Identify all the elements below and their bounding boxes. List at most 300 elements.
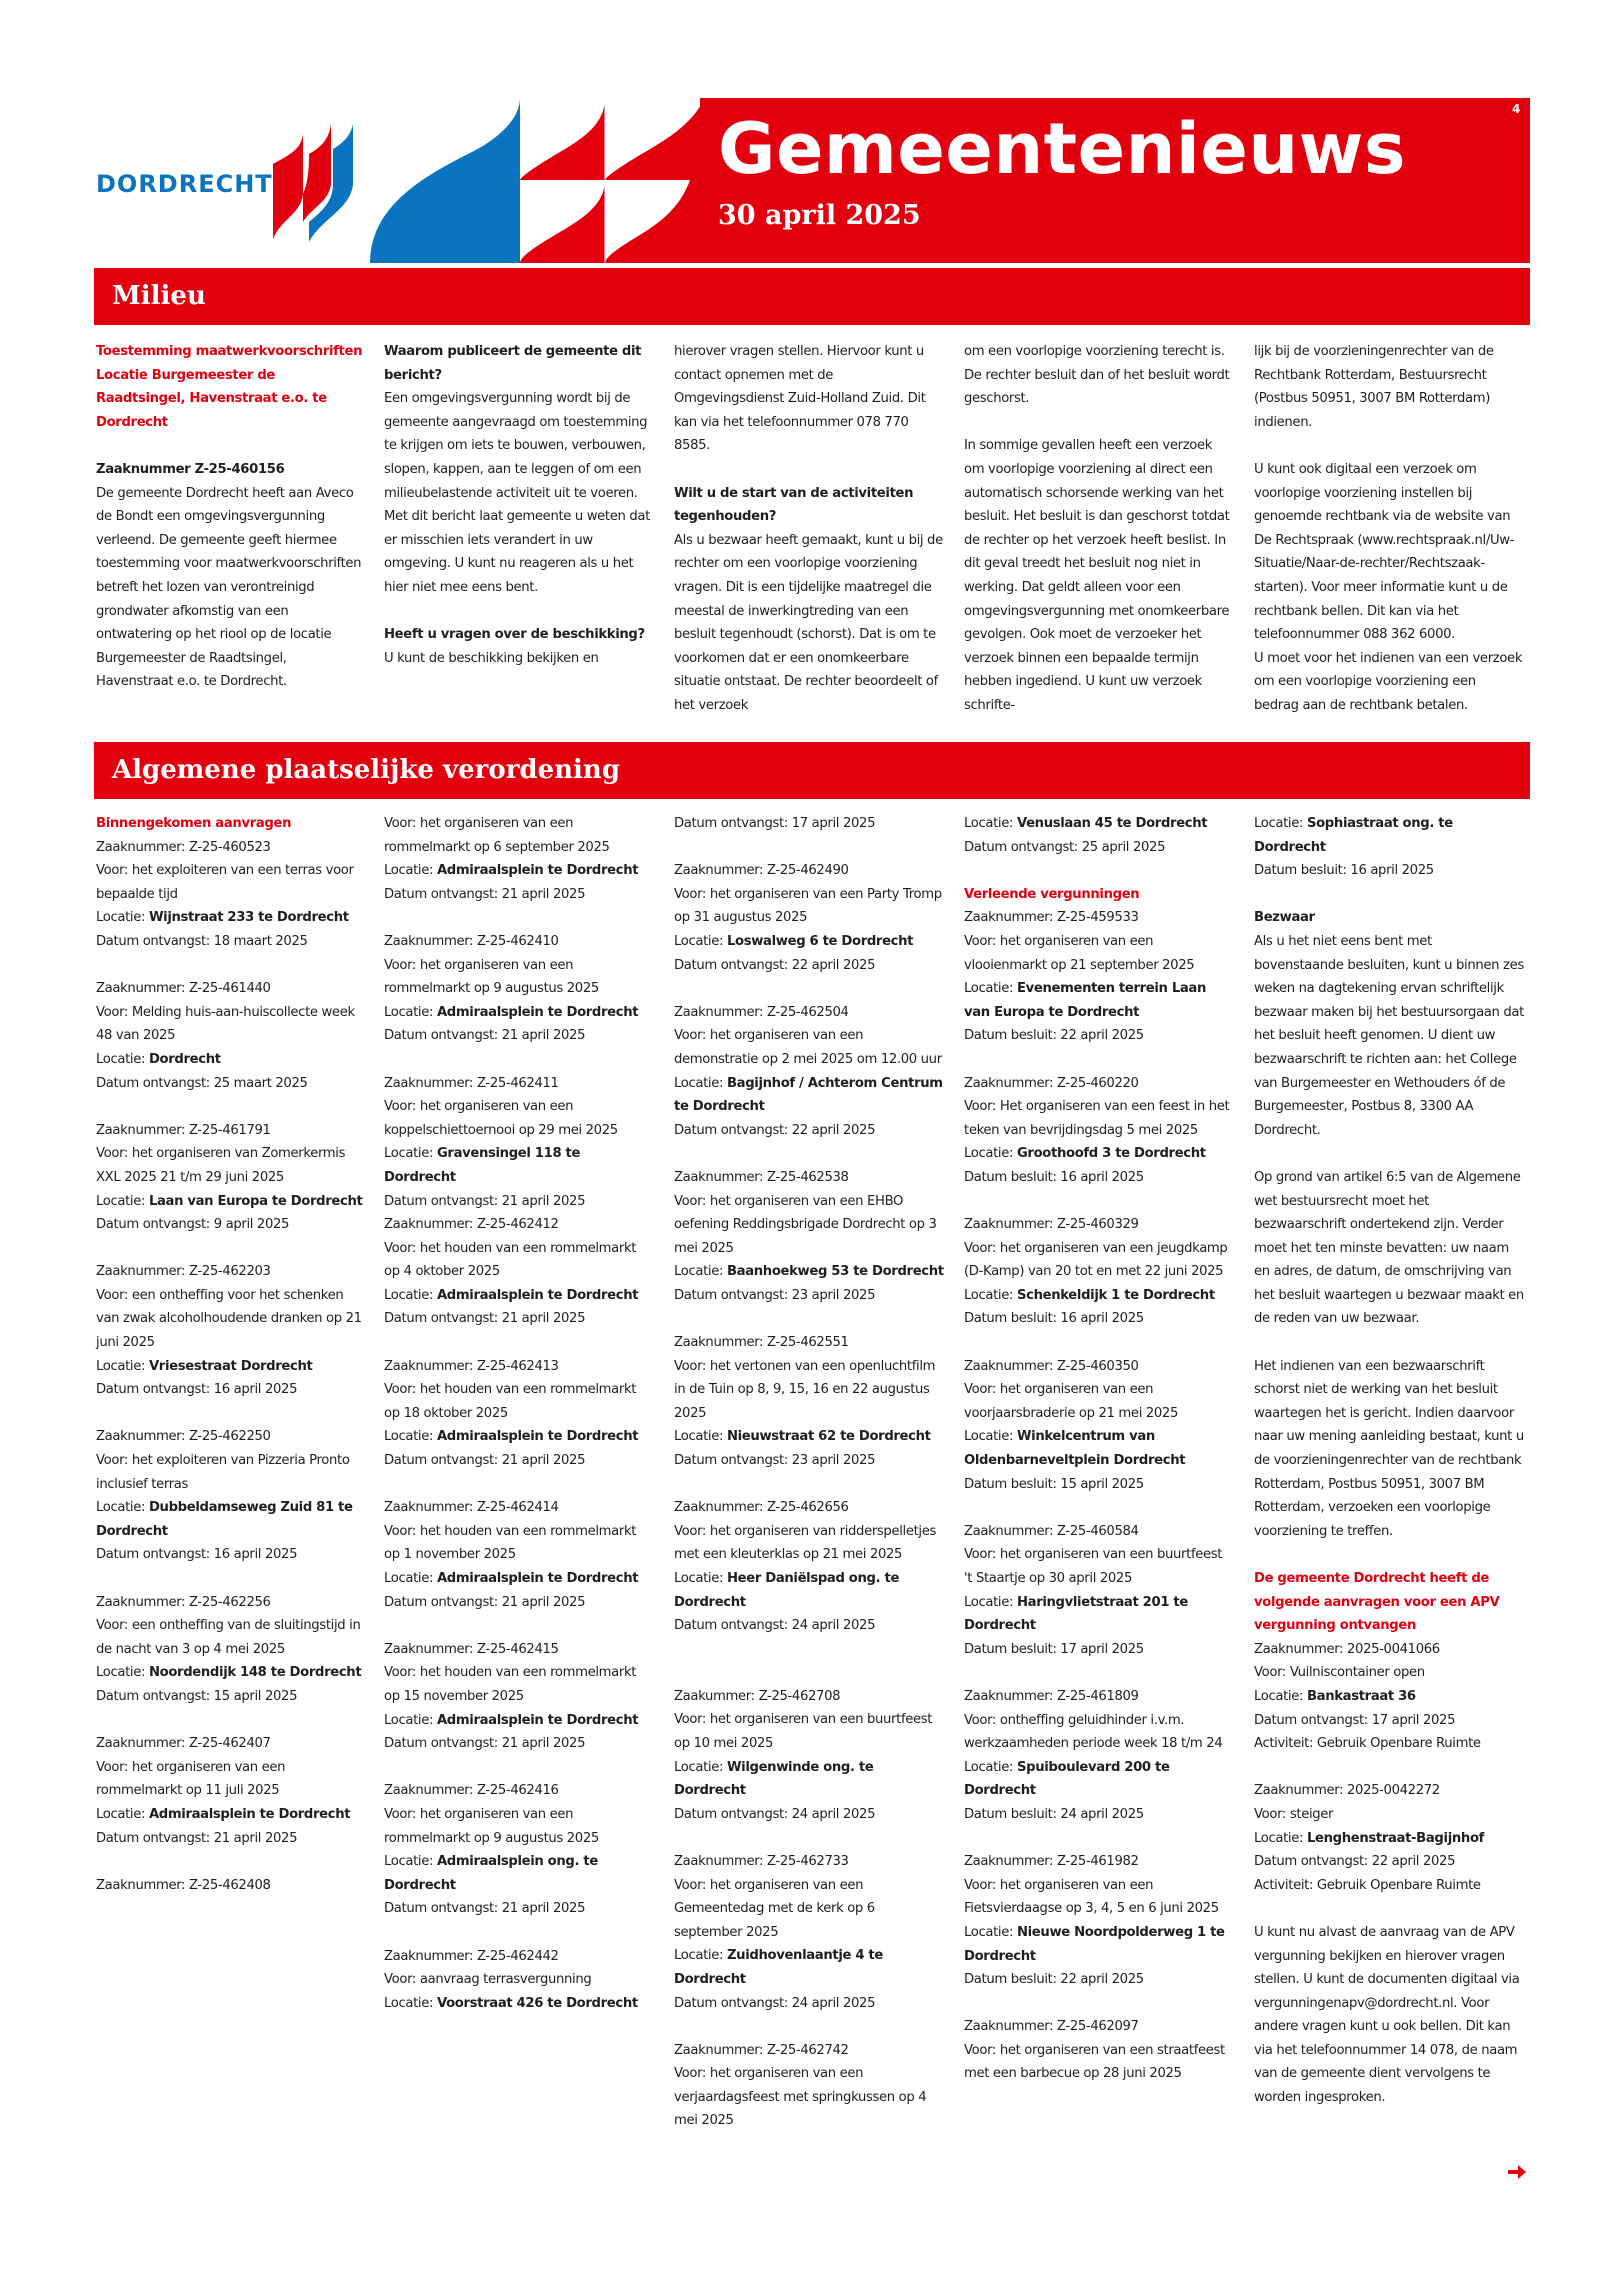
location-line-label: Locatie: xyxy=(964,1594,1017,1610)
list-item xyxy=(384,1945,654,2016)
purpose-line-value: het organiseren van een vlooienmarkt op 21 september 2025 xyxy=(964,933,1195,973)
page-number: 4 xyxy=(1512,102,1521,116)
purpose-line-label: Voor: xyxy=(384,1382,420,1398)
date-line-label: Datum ontvangst: xyxy=(1254,1712,1372,1728)
purpose-line xyxy=(964,1543,1234,1590)
issue-date: 30 april 2025 xyxy=(718,200,921,231)
masthead-banner xyxy=(700,98,1530,263)
case-number-line-value: Z-25-462407 xyxy=(188,1736,271,1752)
paragraph: om een voorlopige voorziening terecht is. De rechter besluit dan of het besluit wordt geschorst. xyxy=(964,344,1230,407)
location-line xyxy=(964,977,1234,1024)
date-line-label: Datum ontvangst: xyxy=(96,933,214,949)
location-line xyxy=(1254,812,1524,859)
list-item xyxy=(674,1496,944,1638)
case-number-line-label: Zaaknummer: xyxy=(384,1500,477,1516)
location-line xyxy=(674,1567,944,1614)
section-header-milieu xyxy=(94,268,1530,325)
list-item xyxy=(964,906,1234,1048)
case-number-line-label: Zaaknummer: xyxy=(96,1594,189,1610)
purpose-line xyxy=(964,930,1234,977)
date-line xyxy=(964,1803,1234,1827)
purpose-line-value: het organiseren van een jeugdkamp (D-Kamp) van 20 tot en met 22 juni 2025 xyxy=(964,1240,1228,1280)
subsection-heading: Verleende vergunningen xyxy=(964,886,1140,902)
purpose-line xyxy=(674,1355,944,1426)
location-line-label: Locatie: xyxy=(964,981,1017,997)
location-line xyxy=(384,1709,654,1733)
logo-text: DORDRECHT xyxy=(96,170,273,198)
purpose-line xyxy=(1254,1661,1524,1685)
case-number-line-label: Zaaknummer: xyxy=(384,1948,477,1964)
purpose-line-label: Voor: xyxy=(964,1240,1000,1256)
date-line xyxy=(964,1968,1234,1992)
purpose-line xyxy=(674,1708,944,1755)
location-line-label: Locatie: xyxy=(1254,1688,1307,1704)
list-item xyxy=(674,859,944,977)
location-line-value: Winkelcentrum van Oldenbarneveltplein Dordrecht xyxy=(964,1429,1186,1469)
location-line-value: Haringvlietstraat 201 te Dordrecht xyxy=(964,1594,1188,1634)
location-line-value: Admiraalsplein ong. te Dordrecht xyxy=(384,1854,598,1893)
case-number-line-label: Zaaknummer: xyxy=(674,1004,767,1020)
purpose-line xyxy=(384,1520,654,1567)
purpose-line xyxy=(384,1378,654,1425)
purpose-line-label: Voor: xyxy=(674,1358,710,1374)
paragraph: hierover vragen stellen. Hiervoor kunt u contact opnemen met de Omgevingsdienst Zuid-Holland Zuid. Dit kan via het telefoonnummer 078 770 8585. xyxy=(674,344,926,454)
date-line xyxy=(96,1543,366,1567)
case-number-line xyxy=(96,1119,366,1143)
purpose-line xyxy=(674,1190,944,1261)
purpose-line-label: Voor: xyxy=(384,1523,420,1539)
purpose-line xyxy=(96,1142,366,1189)
list-item xyxy=(96,1732,366,1850)
date-line-value: 21 april 2025 xyxy=(501,1594,586,1610)
paragraph: Als u bezwaar heeft gemaakt, kunt u bij de rechter om een voorlopige voorziening vragen. Dit is een tijdelijke maatregel die meestal de inwerkingtreding van een besluit tegenhoudt (schorst). Dat is om te voorkomen dat er een onomkeerbare situatie ontstaat. De rechter beoordeelt of het verzoek xyxy=(674,532,943,713)
date-line-label: Datum ontvangst: xyxy=(384,1311,502,1327)
date-line xyxy=(96,1072,366,1096)
section-header-apv xyxy=(94,742,1530,799)
milieu-column-4 xyxy=(964,340,1234,718)
purpose-line-value: het houden van een rommelmarkt op 15 november 2025 xyxy=(384,1665,637,1704)
purpose-line xyxy=(1254,1803,1524,1827)
paragraph: Het indienen van een bezwaarschrift schorst niet de werking van het besluit waartegen het is gericht. Indien daarvoor naar uw mening aanleiding bestaat, kunt u de voorzieningenrechter van de rechtbank Rotterdam, Postbus 50951, 3007 BM Rotterdam, verzoeken een voorlopige voorziening te treffen. xyxy=(1254,1358,1524,1539)
location-line xyxy=(1254,1685,1524,1709)
purpose-line-value: het organiseren van een rommelmarkt op 9 augustus 2025 xyxy=(384,957,599,997)
list-item xyxy=(674,812,944,836)
purpose-line-value: steiger xyxy=(1289,1806,1334,1822)
date-line xyxy=(964,1473,1234,1497)
date-line-value: 22 april 2025 xyxy=(1060,1028,1144,1044)
bezwaar-heading: Bezwaar xyxy=(1254,910,1315,926)
location-line-value: Bankastraat 36 xyxy=(1306,1688,1416,1704)
apv-column-5 xyxy=(1254,812,1524,2110)
location-line xyxy=(96,1355,366,1379)
list-item xyxy=(96,1260,366,1402)
case-number-line-label: Zaakummer: xyxy=(674,1688,759,1704)
paragraph: Als u het niet eens bent met bovenstaande besluiten, kunt u binnen zes weken na dagtekening ervan schriftelijk bezwaar maken bij het bestuursorgaan dat het besluit heeft genomen. U dient uw bezwaarschrift te richten aan: het College van Burgemeester en Wethouders óf de Burgemeester, Postbus 8, 3300 AA Dordrecht. xyxy=(1254,933,1524,1138)
date-line-label: Datum besluit: xyxy=(964,1641,1061,1657)
purpose-line xyxy=(96,1449,366,1496)
location-line-label: Locatie: xyxy=(384,1854,437,1870)
arrow-right-icon xyxy=(1508,2164,1526,2180)
question-heading: Waarom publiceert de gemeente dit bericht? xyxy=(384,344,642,383)
location-line-label: Locatie: xyxy=(384,863,437,879)
date-line-label: Datum ontvangst: xyxy=(96,1075,214,1091)
activity-line xyxy=(1254,1874,1524,1898)
list-item xyxy=(674,1331,944,1473)
case-number-line xyxy=(96,977,366,1001)
list-item xyxy=(384,1638,654,1756)
purpose-line-value: het organiseren van een koppelschiettoernooi op 29 mei 2025 xyxy=(384,1099,618,1138)
location-line xyxy=(674,1425,944,1449)
activity-line-value: Gebruik Openbare Ruimte xyxy=(1316,1736,1481,1752)
case-number-line-value: Z-25-462416 xyxy=(476,1783,559,1799)
location-line-value: Gravensingel 118 te Dordrecht xyxy=(384,1146,581,1185)
date-line-value: 24 april 2025 xyxy=(791,1618,876,1634)
purpose-line xyxy=(964,1095,1234,1142)
case-number-line-value: Z-25-460523 xyxy=(188,839,271,855)
paragraph: lijk bij de voorzieningenrechter van de Rechtbank Rotterdam, Bestuursrecht (Postbus 50951, 3007 BM Rotterdam) indienen. xyxy=(1254,344,1494,430)
location-line xyxy=(1254,1827,1524,1851)
section-title: Algemene plaatselijke verordening xyxy=(112,755,621,785)
date-line-value: 21 april 2025 xyxy=(501,1028,586,1044)
paragraph: U kunt de beschikking bekijken en xyxy=(384,650,599,666)
date-line xyxy=(674,1803,944,1827)
purpose-line-value: Melding huis-aan-huiscollecte week 48 van 2025 xyxy=(96,1004,355,1044)
case-number-line-value: Z-25-462097 xyxy=(1056,2019,1139,2035)
purpose-line-value: ontheffing geluidhinder i.v.m. werkzaamheden periode week 18 t/m 24 xyxy=(964,1712,1223,1752)
purpose-line-label: Voor: xyxy=(96,1287,132,1303)
location-line-label: Locatie: xyxy=(674,1075,727,1091)
date-line-label: Datum besluit: xyxy=(1254,863,1351,879)
list-item xyxy=(964,1520,1234,1662)
location-line-label: Locatie: xyxy=(96,1665,149,1681)
case-number-line xyxy=(674,1166,944,1190)
date-line-value: 22 april 2025 xyxy=(791,1122,876,1138)
list-item xyxy=(674,1850,944,2015)
apv-column-4 xyxy=(964,812,1234,2110)
date-line-value: 16 april 2025 xyxy=(213,1382,298,1398)
case-number-line-label: Zaaknummer: xyxy=(96,1429,189,1445)
case-number-line-value: Z-25-460350 xyxy=(1056,1358,1139,1374)
case-number-line xyxy=(384,1779,654,1803)
date-line xyxy=(674,1992,944,2016)
purpose-line-value: een ontheffing van de sluitingstijd in de nacht van 3 op 4 mei 2025 xyxy=(96,1618,361,1657)
location-line-value: Admiraalsplein te Dordrecht xyxy=(436,1287,639,1303)
purpose-line-value: het organiseren van een Fietsvierdaagse op 3, 4, 5 en 6 juni 2025 xyxy=(964,1877,1219,1917)
section-title: Milieu xyxy=(112,281,206,311)
case-number-line-value: Z-25-462256 xyxy=(188,1594,271,1610)
milieu-column-1 xyxy=(96,340,366,694)
date-line-value: 21 april 2025 xyxy=(213,1830,298,1846)
purpose-line-value: het organiseren van een rommelmarkt op 11 juli 2025 xyxy=(96,1759,286,1799)
date-line xyxy=(964,1307,1234,1331)
case-number-line-label: Zaaknummer: xyxy=(96,1877,189,1893)
location-line xyxy=(964,1756,1234,1803)
location-line xyxy=(674,1756,944,1803)
purpose-line xyxy=(674,1024,944,1071)
case-number-line-value: Z-25-462413 xyxy=(476,1358,559,1374)
case-number-line-value: Z-25-462411 xyxy=(476,1075,559,1091)
location-line-label: Locatie: xyxy=(964,816,1017,831)
purpose-line-value: het organiseren van Zomerkermis XXL 2025 21 t/m 29 juni 2025 xyxy=(96,1146,346,1185)
location-line xyxy=(384,859,654,883)
milieu-column-3 xyxy=(674,340,944,718)
location-line-label: Locatie: xyxy=(384,1429,437,1445)
date-line-label: Datum ontvangst: xyxy=(674,957,792,973)
purpose-line xyxy=(96,859,366,906)
date-line xyxy=(1254,859,1524,883)
date-line-value: 16 april 2025 xyxy=(1350,863,1434,879)
list-item xyxy=(964,812,1234,859)
location-line-value: Nieuwstraat 62 te Dordrecht xyxy=(726,1429,931,1445)
date-line-label: Datum ontvangst: xyxy=(384,1028,502,1044)
case-number-line-label: Zaaknummer: xyxy=(96,839,189,855)
case-number-line-label: Zaaknummer: xyxy=(384,1641,477,1657)
purpose-line xyxy=(674,883,944,930)
list-item xyxy=(96,1425,366,1567)
case-number-line-value: Z-25-462415 xyxy=(476,1641,559,1657)
case-number-line-value: Z-25-462250 xyxy=(188,1429,271,1445)
location-line-value: Evenementen terrein Laan van Europa te Dordrecht xyxy=(964,981,1207,1020)
location-line-value: Heer Daniëlspad ong. te Dordrecht xyxy=(674,1571,900,1610)
list-item xyxy=(964,1355,1234,1497)
purpose-line xyxy=(674,2062,944,2133)
purpose-line xyxy=(384,1968,654,1992)
list-item xyxy=(1254,1779,1524,1897)
date-line-value: 15 april 2025 xyxy=(213,1688,298,1704)
list-item xyxy=(96,1591,366,1709)
date-line-label: Datum ontvangst: xyxy=(674,816,792,831)
date-line xyxy=(384,1449,654,1473)
location-line-label: Locatie: xyxy=(674,1264,727,1280)
location-line xyxy=(384,1425,654,1449)
date-line-value: 17 april 2025 xyxy=(791,816,876,831)
case-number-line xyxy=(1254,1779,1524,1803)
case-number-line-value: 2025-0042272 xyxy=(1346,1783,1440,1799)
location-line-value: Voorstraat 426 te Dordrecht xyxy=(436,1995,638,2011)
date-line-label: Datum besluit: xyxy=(964,1972,1061,1988)
case-number-line-label: Zaaknummer: xyxy=(964,910,1057,926)
case-number-line xyxy=(384,1496,654,1520)
location-line-value: Venuslaan 45 te Dordrecht xyxy=(1016,816,1208,831)
date-line xyxy=(674,1449,944,1473)
date-line xyxy=(1254,1709,1524,1733)
case-number-line xyxy=(384,1213,654,1237)
date-line-label: Datum ontvangst: xyxy=(384,1594,502,1610)
date-line xyxy=(384,1591,654,1615)
case-number-line-label: Zaaknummer: xyxy=(964,2019,1057,2035)
activity-line-label: Activiteit: xyxy=(1254,1736,1317,1752)
case-number-line xyxy=(964,1355,1234,1379)
paragraph: Op grond van artikel 6:5 van de Algemene wet bestuursrecht moet het bezwaarschrift ondertekend zijn. Verder moet het ten minste bevatten: uw naam en adres, de datum, de omschrijving van het besluit waartegen u bezwaar maakt en de reden van uw bezwaar. xyxy=(1254,1169,1524,1327)
question-heading: Wilt u de start van de activiteiten tegenhouden? xyxy=(674,485,914,525)
case-number-line xyxy=(964,1850,1234,1874)
purpose-line xyxy=(674,1874,944,1945)
location-line-label: Locatie: xyxy=(384,1004,437,1020)
purpose-line xyxy=(964,1874,1234,1921)
case-number-line-value: Z-25-462551 xyxy=(766,1335,849,1351)
location-line xyxy=(384,1850,654,1897)
milieu-column-5 xyxy=(1254,340,1524,718)
case-number-line-label: Zaaknummer: xyxy=(964,1217,1057,1233)
location-line-value: Lenghenstraat-Bagijnhof xyxy=(1306,1830,1485,1846)
purpose-line-value: het organiseren van een Party Tromp op 31 augustus 2025 xyxy=(674,886,942,926)
date-line-label: Datum ontvangst: xyxy=(384,1901,502,1917)
purpose-line-value: Vuilniscontainer open xyxy=(1289,1665,1425,1681)
purpose-line xyxy=(96,1284,366,1355)
purpose-line-value: Het organiseren van een feest in het teken van bevrijdingsdag 5 mei 2025 xyxy=(964,1099,1230,1138)
purpose-line-label: Voor: xyxy=(674,2066,710,2082)
purpose-line xyxy=(96,1756,366,1803)
purpose-line-value: het houden van een rommelmarkt op 1 november 2025 xyxy=(384,1523,637,1563)
location-line-value: Wijnstraat 233 te Dordrecht xyxy=(148,910,349,926)
list-item xyxy=(384,930,654,1048)
purpose-line-label: Voor: xyxy=(674,1712,710,1728)
location-line-label: Locatie: xyxy=(964,1287,1017,1303)
location-line xyxy=(674,1260,944,1284)
date-line-value: 21 april 2025 xyxy=(501,1901,586,1917)
case-number-line-label: Zaaknummer: xyxy=(964,1358,1057,1374)
list-item xyxy=(674,1001,944,1143)
case-number-line-label: Zaaknummer: xyxy=(674,1169,767,1185)
date-line-label: Datum ontvangst: xyxy=(674,1122,792,1138)
date-line-label: Datum besluit: xyxy=(964,1311,1061,1327)
purpose-line-value: het organiseren van een straatfeest met een barbecue op 28 juni 2025 xyxy=(964,2042,1225,2082)
date-line xyxy=(674,1284,944,1308)
purpose-line-label: Voor: xyxy=(1254,1665,1290,1681)
date-line-value: 23 april 2025 xyxy=(791,1287,876,1303)
location-line-value: Dubbeldamseweg Zuid 81 te Dordrecht xyxy=(96,1500,353,1539)
case-number-line-value: Z-25-462504 xyxy=(766,1004,849,1020)
location-line-label: Locatie: xyxy=(96,910,149,926)
date-line-value: 24 april 2025 xyxy=(791,1806,876,1822)
location-line-value: Admiraalsplein te Dordrecht xyxy=(436,1004,639,1020)
purpose-line-label: Voor: xyxy=(674,1028,710,1044)
purpose-line-value: het organiseren van een rommelmarkt op 9 augustus 2025 xyxy=(384,1806,599,1846)
date-line-value: 21 april 2025 xyxy=(501,1736,586,1752)
case-number-line-label: Zaaknummer: xyxy=(964,1854,1057,1870)
purpose-line-label: Voor: xyxy=(674,1523,710,1539)
purpose-line-value: het organiseren van een EHBO oefening Reddingsbrigade Dordrecht op 3 mei 2025 xyxy=(674,1193,937,1256)
location-line xyxy=(96,1496,366,1543)
purpose-line xyxy=(96,1614,366,1661)
location-line-value: Laan van Europa te Dordrecht xyxy=(148,1193,363,1209)
case-number-line-value: Z-25-461982 xyxy=(1056,1854,1139,1870)
location-line-label: Locatie: xyxy=(96,1500,149,1516)
location-line xyxy=(96,1190,366,1214)
case-number-line-value: Z-25-462733 xyxy=(766,1853,849,1869)
location-line-value: Admiraalsplein te Dordrecht xyxy=(436,863,639,879)
purpose-line xyxy=(384,1803,654,1850)
location-line-value: Admiraalsplein te Dordrecht xyxy=(436,1712,639,1728)
date-line xyxy=(674,1614,944,1638)
date-line xyxy=(96,1685,366,1709)
location-line xyxy=(384,1992,654,2016)
list-item xyxy=(96,1874,366,1898)
purpose-line xyxy=(384,954,654,1001)
list-item xyxy=(96,1119,366,1237)
list-item xyxy=(96,977,366,1095)
date-line-value: 15 april 2025 xyxy=(1060,1476,1144,1492)
location-line-label: Locatie: xyxy=(96,1193,149,1209)
location-line xyxy=(96,1803,366,1827)
case-number-line xyxy=(96,1591,366,1615)
purpose-line-value: het exploiteren van Pizzeria Pronto inclusief terras xyxy=(96,1453,350,1492)
date-line xyxy=(96,930,366,954)
purpose-line-label: Voor: xyxy=(384,1972,420,1988)
case-number-line xyxy=(96,1260,366,1284)
date-line-label: Datum ontvangst: xyxy=(674,1287,792,1303)
purpose-line-value: het organiseren van een Gemeentedag met de kerk op 6 september 2025 xyxy=(674,1877,875,1940)
dordrecht-flag-icon xyxy=(271,124,361,244)
paragraph: U kunt ook digitaal een verzoek om voorlopige voorziening instellen bij genoemde rechtbank via de website van De Rechtspraak (www.rechtspraak.nl/Uw-Situatie/Naar-de-rechter/Rechtszaak-starten). Voor meer informatie kunt u de rechtbank bellen. Dit kan via het telefoonnummer 088 362 6000. xyxy=(1254,461,1515,643)
location-line-label: Locatie: xyxy=(964,1429,1017,1445)
subsection-heading: Binnengekomen aanvragen xyxy=(96,816,292,831)
case-number-line-value: Z-25-462708 xyxy=(758,1688,841,1704)
location-line-value: Spuiboulevard 200 te Dordrecht xyxy=(964,1759,1170,1799)
list-item xyxy=(964,1072,1234,1190)
location-line-value: Schenkeldijk 1 te Dordrecht xyxy=(1016,1287,1215,1303)
date-line xyxy=(674,1119,944,1143)
list-item xyxy=(384,1213,654,1331)
location-line xyxy=(674,1944,944,1991)
list-item xyxy=(964,1213,1234,1331)
purpose-line xyxy=(96,1001,366,1048)
activity-line-value: Gebruik Openbare Ruimte xyxy=(1316,1877,1481,1893)
date-line-value: 18 maart 2025 xyxy=(213,933,308,949)
purpose-line-value: het houden van een rommelmarkt op 18 oktober 2025 xyxy=(384,1382,637,1421)
purpose-line xyxy=(674,1520,944,1567)
purpose-line-value: het organiseren van ridderspelletjes met een kleuterklas op 21 mei 2025 xyxy=(674,1523,937,1563)
date-line-value: 9 april 2025 xyxy=(213,1217,290,1233)
case-number-line-value: Z-25-459533 xyxy=(1056,910,1139,926)
purpose-line xyxy=(964,2039,1234,2086)
location-line-value: Groothoofd 3 te Dordrecht xyxy=(1016,1146,1206,1162)
date-line-value: 22 april 2025 xyxy=(1060,1972,1144,1988)
case-number-line xyxy=(964,1520,1234,1544)
location-line xyxy=(674,1072,944,1119)
date-line-value: 21 april 2025 xyxy=(501,886,586,902)
case-number-line xyxy=(674,1001,944,1025)
list-item xyxy=(674,1685,944,1827)
location-line-value: Sophiastraat ong. te Dordrecht xyxy=(1254,816,1453,855)
paragraph: U moet voor het indienen van een verzoek om een voorlopige voorziening een bedrag aan de rechtbank betalen. xyxy=(1254,650,1523,713)
date-line-value: 21 april 2025 xyxy=(501,1311,586,1327)
list-item xyxy=(384,1072,654,1214)
location-line-label: Locatie: xyxy=(96,1051,149,1067)
purpose-line-label: Voor: xyxy=(964,1547,1000,1563)
location-line xyxy=(96,1661,366,1685)
date-line-value: 16 april 2025 xyxy=(1060,1169,1144,1185)
case-number-line-label: Zaaknummer: xyxy=(964,1688,1057,1704)
case-number-line-label: Zaaknummer: xyxy=(964,1523,1057,1539)
case-number-line-value: Z-25-460220 xyxy=(1056,1075,1139,1091)
case-number-line xyxy=(384,1945,654,1969)
list-item xyxy=(384,1779,654,1921)
purpose-line-value: het organiseren van een demonstratie op 2 mei 2025 om 12.00 uur xyxy=(674,1028,942,1067)
case-number: Zaaknummer Z-25-460156 xyxy=(96,461,285,477)
date-line-value: 17 april 2025 xyxy=(1060,1641,1144,1657)
case-number-line-label: Zaaknummer: xyxy=(384,1783,477,1799)
location-line-label: Locatie: xyxy=(964,1759,1017,1775)
location-line-label: Locatie: xyxy=(384,1995,437,2011)
case-number-line-value: Z-25-461809 xyxy=(1056,1688,1139,1704)
date-line-label: Datum besluit: xyxy=(964,1169,1061,1185)
case-number-line xyxy=(674,1331,944,1355)
location-line-label: Locatie: xyxy=(384,1571,437,1586)
date-line-label: Datum besluit: xyxy=(964,1028,1061,1044)
location-line xyxy=(384,1142,654,1189)
date-line xyxy=(964,836,1234,860)
